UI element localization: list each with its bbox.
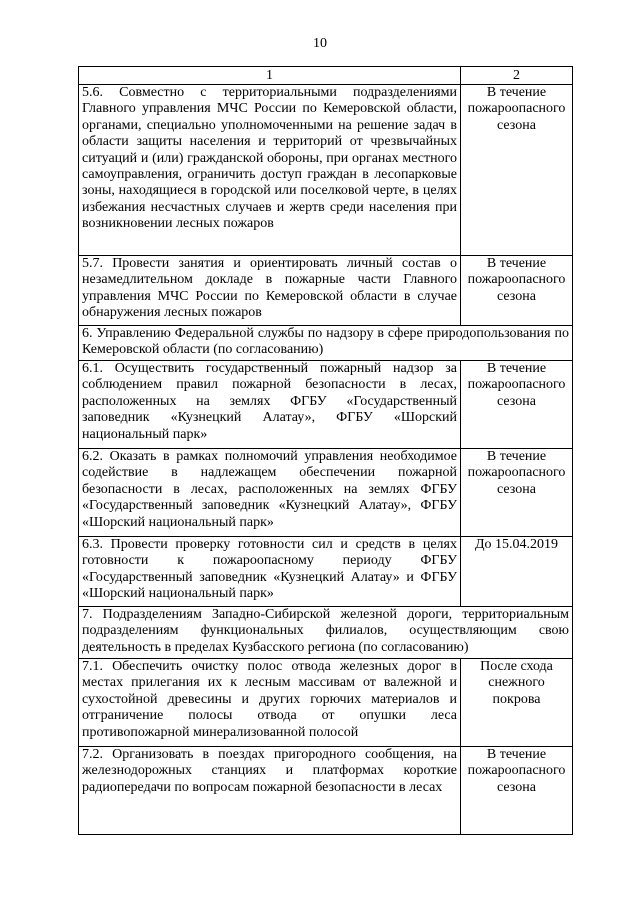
section-row [79, 607, 573, 659]
measures-table [78, 66, 573, 835]
section-heading: 7. Подразделениям Западно-Сибирской железной дороги, территориальным подразделениям функциональных филиалов, осуществляющим свою деятельность в пределах Кузбасского региона (по согласованию) [79, 607, 573, 659]
term-line: пожароопасного [467, 763, 566, 779]
table-row [79, 256, 573, 326]
term-cell [461, 449, 573, 537]
task-cell: 6.1. Осуществить государственный пожарный надзор за соблюдением правил пожарной безопасности в лесах, расположенных на землях ФГБУ «Государственный заповедник «Кузнецкий Алатау», ФГБУ «Шорский национальный парк» [79, 361, 461, 449]
table-row [79, 449, 573, 537]
term-line: В течение [486, 85, 547, 100]
term-line: покрова [492, 691, 541, 707]
section-heading: 6. Управлению Федеральной службы по надзору в сфере природопользования по Кемеровской области (по согласованию) [79, 326, 573, 361]
task-cell: 6.3. Провести проверку готовности сил и средств в целях готовности к пожароопасному периоду ФГБУ «Государственный заповедник «Кузнецкий Алатау» и ФГБУ «Шорский национальный парк» [79, 537, 461, 607]
table-row [79, 747, 573, 835]
column-header: 1 [79, 67, 461, 85]
term-line: В течение [486, 747, 547, 762]
term-line: В течение [486, 449, 547, 464]
term-line: После схода [480, 659, 553, 674]
term-line: сезона [497, 288, 536, 304]
task-cell: 5.7. Провести занятия и ориентировать личный состав о незамедлительном докладе в пожарные части Главного управления МЧС России по Кемеровской области в случае обнаружения лесных пожаров [79, 256, 461, 326]
term-line: пожароопасного [467, 101, 566, 117]
page-number: 10 [313, 36, 327, 51]
term-cell [461, 85, 573, 256]
section-row [79, 326, 573, 361]
task-cell: 6.2. Оказать в рамках полномочий управления необходимое содействие в надлежащем обеспечении пожарной безопасности в лесах, расположенных на землях ФГБУ «Государственный заповедник «Кузнецкий Алатау», ФГБУ «Шорский национальный парк» [79, 449, 461, 537]
term-cell [461, 659, 573, 747]
term-line: сезона [497, 779, 536, 795]
term-cell [461, 361, 573, 449]
task-cell: 7.1. Обеспечить очистку полос отвода железных дорог в местах прилегания их к лесным массивам от валежной и сухостойной древесины и других горючих материалов и отграничение полосы отвода от опушки леса противопожарной минерализованной полосой [79, 659, 461, 747]
table-row [79, 537, 573, 607]
table-row [79, 659, 573, 747]
term-line: До 15.04.2019 [474, 537, 559, 552]
term-line: пожароопасного [467, 465, 566, 481]
table-header-row [79, 67, 573, 85]
term-line: снежного [488, 675, 545, 691]
column-header: 2 [461, 67, 573, 85]
task-cell: 5.6. Совместно с территориальными подразделениями Главного управления МЧС России по Кемеровской области, органами, специально уполномоченными на решение задач в области защиты населения и территорий от чрезвычайных ситуаций и (или) гражданской обороны, при органах местного самоуправления, ограничить доступ граждан в лесопарковые зоны, находящиеся в городской или поселковой черте, в целях избежания несчастных случаев и жертв среди населения при возникновении лесных пожаров [79, 85, 461, 256]
term-line: пожароопасного [467, 272, 566, 288]
term-line: В течение [486, 256, 547, 271]
table-row [79, 361, 573, 449]
term-line: сезона [497, 393, 536, 409]
term-line: пожароопасного [467, 377, 566, 393]
term-cell [461, 747, 573, 835]
term-cell [461, 537, 573, 607]
task-cell: 7.2. Организовать в поездах пригородного сообщения, на железнодорожных станциях и платформах короткие радиопередачи по вопросам пожарной безопасности в лесах [79, 747, 461, 835]
term-line: сезона [497, 481, 536, 497]
term-cell [461, 256, 573, 326]
table-row [79, 85, 573, 256]
term-line: В течение [486, 361, 547, 376]
term-line: сезона [497, 117, 536, 133]
